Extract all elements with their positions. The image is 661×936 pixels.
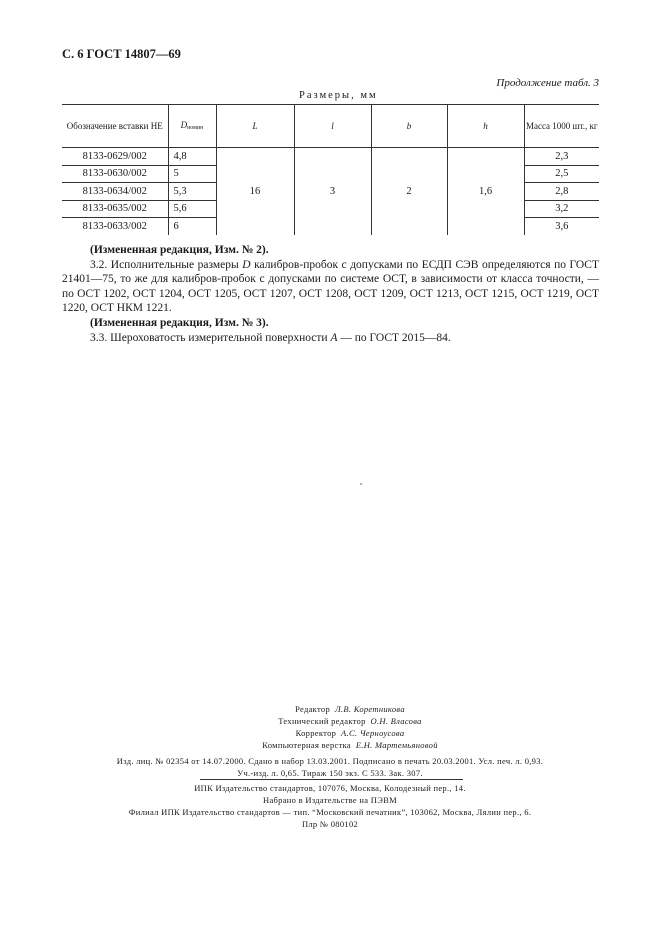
cell-L-shared: 16	[216, 148, 294, 235]
publisher-line-3: Филиал ИПК Издательство стандартов — тип. “Московский печатник”, 103062, Москва, Лялин пер., 6.	[128, 807, 532, 817]
page-title: С. 6 ГОСТ 14807—69	[62, 47, 181, 61]
table-header-row	[62, 105, 599, 148]
cell-mass: 3,2	[524, 200, 599, 218]
cell-d: 6	[168, 218, 216, 235]
imprint-line-1: Изд. лиц. № 02354 от 14.07.2000. Сдано в набор 13.03.2001. Подписано в печать 20.03.2001. Усл. печ. л. 0,93.	[116, 756, 544, 766]
paragraph-3-3-variable: А	[330, 331, 338, 344]
credit-tech-editor	[200, 715, 500, 727]
paragraph-3-3-rest: — по ГОСТ 2015—84.	[337, 331, 451, 344]
credit-editor-name: Л.В. Коретникова	[334, 704, 405, 714]
header-code: Обозначение вставки НЕ	[62, 105, 168, 148]
publisher-line-4: Плр № 080102	[301, 819, 359, 829]
cell-b-shared: 2	[371, 148, 447, 235]
footer-divider	[200, 779, 463, 780]
table-row	[62, 148, 599, 166]
credit-corrector-name: А.С. Черноусова	[341, 728, 405, 738]
scan-speck	[360, 483, 362, 485]
paragraph-3-2	[62, 258, 599, 316]
credit-corrector	[200, 727, 500, 739]
header-L: L	[216, 105, 294, 148]
cell-code: 8133-0629/002	[62, 148, 168, 166]
cell-d: 5,3	[168, 183, 216, 201]
paragraph-3-2-start: 3.2. Исполнительные размеры	[90, 258, 243, 271]
cell-l-shared: 3	[294, 148, 371, 235]
credits-block	[200, 703, 500, 751]
cell-code: 8133-0634/002	[62, 183, 168, 201]
cell-mass: 3,6	[524, 218, 599, 235]
credit-layout	[200, 739, 500, 751]
credit-editor-label: Редактор	[295, 704, 331, 714]
header-mass: Масса 1000 шт., кг	[524, 105, 599, 148]
publisher-line-1: ИПК Издательство стандартов, 107076, Москва, Колодезный пер., 14.	[194, 783, 466, 793]
header-b: b	[371, 105, 447, 148]
body-text	[62, 243, 599, 345]
cell-h-shared: 1,6	[447, 148, 524, 235]
cell-code: 8133-0635/002	[62, 200, 168, 218]
cell-mass: 2,5	[524, 165, 599, 183]
cell-mass: 2,8	[524, 183, 599, 201]
header-d-nominal	[168, 105, 216, 148]
credit-editor	[200, 703, 500, 715]
cell-code: 8133-0633/002	[62, 218, 168, 235]
paragraph-3-3-start: 3.3. Шероховатость измерительной поверхности	[90, 331, 331, 344]
cell-d: 5	[168, 165, 216, 183]
cell-mass: 2,3	[524, 148, 599, 166]
publisher-block	[90, 782, 570, 830]
table-units-caption: Размеры, мм	[299, 90, 378, 101]
header-d-subscript: номин	[187, 124, 204, 131]
amendment-note-2: (Измененная редакция, Изм. № 2).	[90, 244, 269, 256]
imprint-block	[90, 755, 570, 779]
amendment-note-3: (Измененная редакция, Изм. № 3).	[90, 316, 269, 329]
credit-layout-label: Компьютерная верстка	[262, 740, 351, 750]
credit-tech-editor-label: Технический редактор	[278, 716, 366, 726]
publisher-line-2: Набрано в Издательстве на ПЭВМ	[263, 795, 397, 805]
credit-corrector-label: Корректор	[295, 728, 337, 738]
table-continuation-caption: Продолжение табл. 3	[496, 77, 599, 89]
paragraph-3-2-rest: калибров-пробок с допусками по ЕСДП СЭВ определяются по ГОСТ 21401—75, то же для калибров-пробок с допусками по системе ОСТ, в зависимости от класса точности, — по ОСТ 1202, ОСТ 1204, ОСТ 1205, ОСТ 1207, ОСТ 1208, ОСТ 1209, ОСТ 1213, ОСТ 1215, ОСТ 1219, ОСТ 1220, ОСТ НКМ 1221.	[62, 258, 600, 315]
imprint-line-2: Уч.-изд. л. 0,65. Тираж 150 экз. С 533. Зак. 307.	[237, 768, 423, 778]
paragraph-3-3	[62, 331, 599, 346]
cell-d: 5,6	[168, 200, 216, 218]
header-h: h	[447, 105, 524, 148]
cell-code: 8133-0630/002	[62, 165, 168, 183]
dimensions-table	[62, 104, 599, 235]
paragraph-3-2-variable: D	[242, 258, 251, 271]
header-d-symbol: D	[180, 119, 188, 130]
credit-tech-editor-name: О.Н. Власова	[370, 716, 422, 726]
cell-d: 4,8	[168, 148, 216, 166]
header-l: l	[294, 105, 371, 148]
credit-layout-name: Е.Н. Мартемьяновой	[355, 740, 438, 750]
